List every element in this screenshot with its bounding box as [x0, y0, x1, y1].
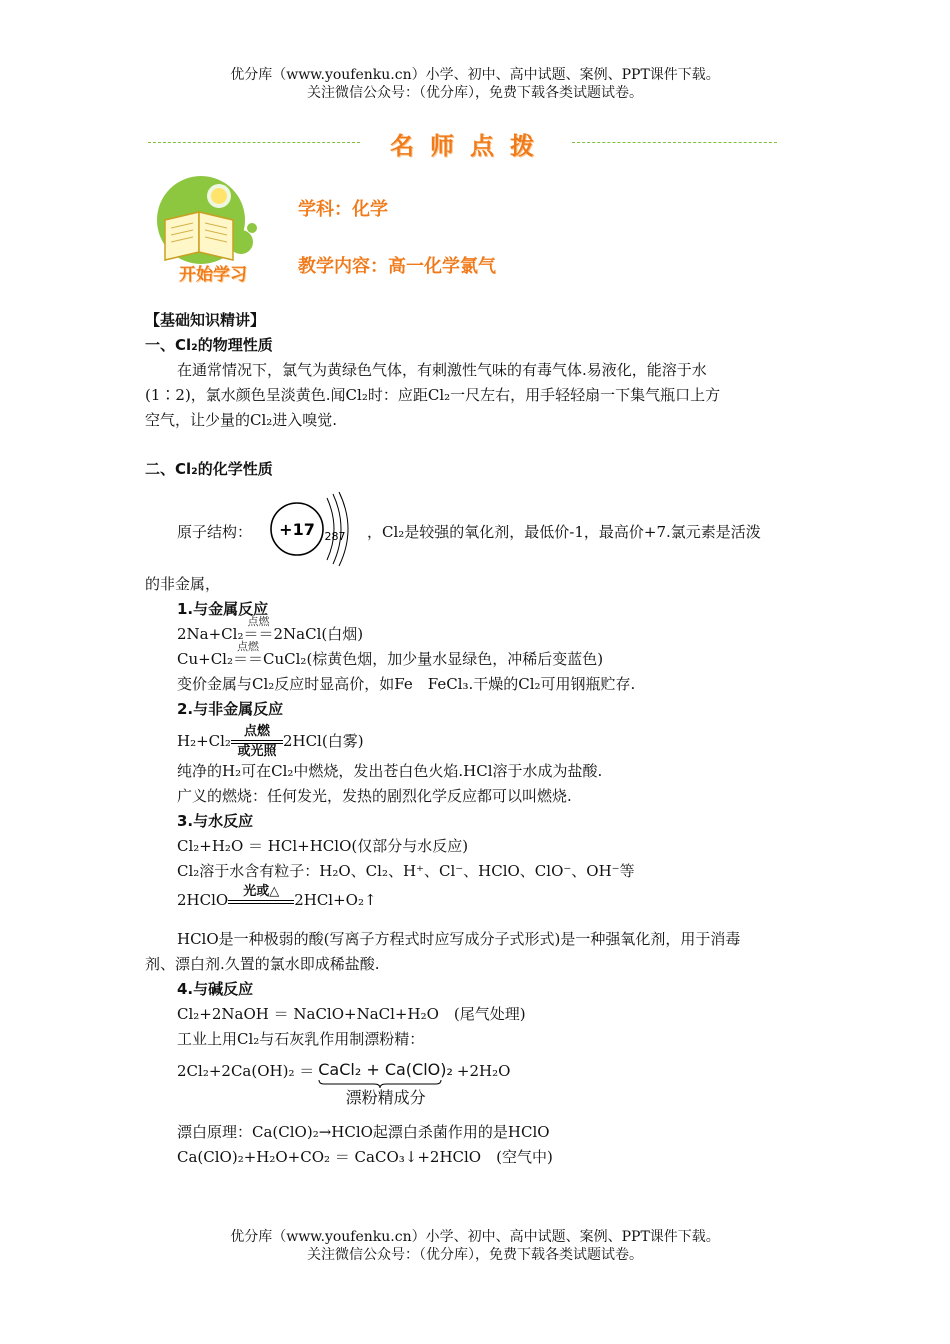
logo-label: 开始学习: [179, 265, 247, 285]
r3-equation: Cl₂+H₂O ＝ HCl+HClO(仅部分与水反应): [177, 837, 469, 855]
atom-description: ，Cl₂是较强的氧化剂，最低价-1，最高价+7.氯元素是活泼: [367, 523, 761, 541]
atom-structure-row: [145, 490, 810, 570]
r4-bleach-equation: Ca(ClO)₂+H₂O+CO₂ ＝ CaCO₃↓+2HClO (空气中): [177, 1148, 553, 1166]
r3-particles: Cl₂溶于水含有粒子：H₂O、Cl₂、H⁺、Cl⁻、HClO、ClO⁻、OH⁻等: [177, 862, 635, 880]
s1-paragraph-3: 空气，让少量的Cl₂进入嗅觉.: [145, 411, 338, 429]
underbrace: [318, 1080, 442, 1088]
page-footer: [0, 1228, 950, 1264]
atom-shell-electrons: 287: [324, 530, 346, 543]
subject-label: 学科：化学: [298, 199, 388, 220]
r1-equation-2: Cu+Cl₂ 点燃 ＝＝CuCl₂(棕黄色烟，加少量水显绿色，冲稀后变蓝色): [177, 640, 604, 668]
r3-equation-2: 2HClO 光或△ 2HCl+O₂↑: [177, 884, 377, 909]
section-banner: [140, 126, 800, 160]
r3-note-2: 剂、漂白剂.久置的氯水即成稀盐酸.: [145, 955, 380, 973]
header-line-2: 关注微信公众号：（优分库），免费下载各类试题试卷。: [307, 85, 643, 101]
banner-title: 名师点拨: [390, 131, 550, 160]
atom-label: 原子结构：: [177, 523, 253, 541]
s1-paragraph-1: 在通常情况下，氯气为黄绿色气体，有刺激性气味的有毒气体.易液化，能溶于水: [177, 361, 707, 379]
r2-equation: H₂+Cl₂ 点燃 或光照 2HCl(白雾): [177, 724, 364, 759]
banner-divider-right: [572, 142, 777, 143]
r2-note-1: 纯净的H₂可在Cl₂中燃烧，发出苍白色火焰.HCl溶于水成为盐酸.: [177, 762, 603, 780]
bleaching-powder-components: CaCl₂ + Ca(ClO)₂ 漂粉精成分: [318, 1060, 453, 1107]
s1-paragraph-2: (1∶2)，氯水颜色呈淡黄色.闻Cl₂时：应距Cl₂一尺左右，用手轻轻扇一下集气瓶口上方: [145, 386, 721, 404]
document-body: [145, 308, 810, 1170]
atom-nucleus: +17: [279, 520, 315, 539]
atom-diagram: [269, 490, 365, 568]
atom-description-cont: 的非金属，: [145, 575, 221, 593]
section-heading: 【基础知识精讲】: [145, 311, 266, 329]
r3-title: 3.与水反应: [177, 812, 254, 830]
r4-bleach-principle: 漂白原理：Ca(ClO)₂→HClO起漂白杀菌作用的是HClO: [177, 1123, 550, 1141]
s2-title: 二、Cl₂的化学性质: [145, 460, 273, 478]
r3-note-1: HClO是一种极弱的酸(写离子方程式时应写成分子式形式)是一种强氧化剂，用于消毒: [177, 930, 741, 948]
footer-line-1: 优分库（www.youfenku.cn）小学、初中、高中试题、案例、PPT课件下载。: [230, 1229, 720, 1245]
r2-note-2: 广义的燃烧：任何发光，发热的剧烈化学反应都可以叫燃烧.: [177, 787, 572, 805]
r1-note: 变价金属与Cl₂反应时显高价，如Fe FeCl₃.干燥的Cl₂可用钢瓶贮存.: [177, 675, 636, 693]
r2-title: 2.与非金属反应: [177, 700, 284, 718]
r1-equation-1: 2Na+Cl₂ 点燃 ＝＝2NaCl(白烟): [177, 615, 364, 643]
r1-title: 1.与金属反应: [177, 600, 269, 618]
teaching-content-label: 教学内容：高一化学氯气: [298, 256, 496, 277]
r4-note: 工业上用Cl₂与石灰乳作用制漂粉精：: [177, 1030, 425, 1048]
start-learning-logo: [155, 172, 267, 284]
r4-equation: Cl₂+2NaOH ＝ NaClO+NaCl+H₂O (尾气处理): [177, 1005, 526, 1023]
page-header: [0, 66, 950, 102]
s1-title: 一、Cl₂的物理性质: [145, 336, 273, 354]
header-line-1: 优分库（www.youfenku.cn）小学、初中、高中试题、案例、PPT课件下载。: [230, 67, 720, 83]
banner-divider-left: [148, 142, 360, 143]
r4-equation-2: 2Cl₂+2Ca(OH)₂ ＝ CaCl₂ + Ca(ClO)₂ 漂粉精成分 +2H₂O: [177, 1060, 511, 1107]
footer-line-2: 关注微信公众号：（优分库），免费下载各类试题试卷。: [307, 1247, 643, 1263]
r4-title: 4.与碱反应: [177, 980, 254, 998]
